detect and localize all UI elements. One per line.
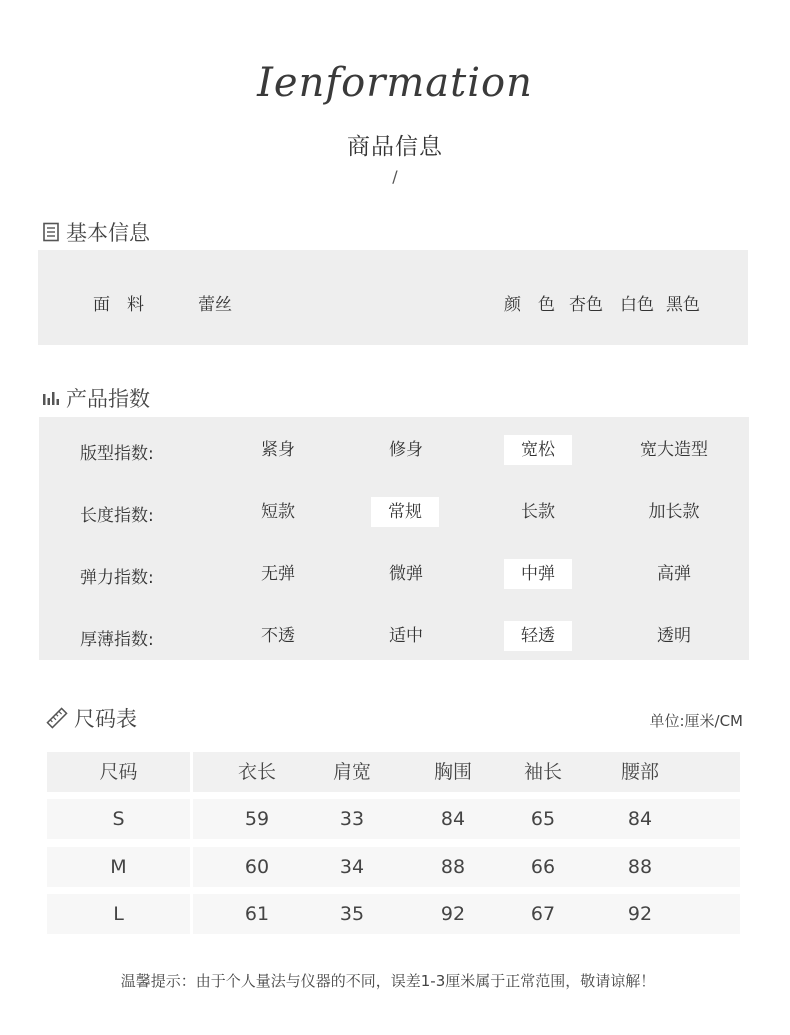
index-option: 短款 (261, 502, 295, 522)
index-row-elasticity (39, 559, 749, 589)
column-header: 胸围 (433, 761, 472, 783)
basic-info-panel (38, 250, 748, 345)
column-header: 衣长 (237, 761, 276, 783)
table-cell-bg (47, 752, 190, 792)
table-cell: S (112, 808, 125, 830)
table-cell: L (113, 903, 124, 925)
table-row (47, 847, 740, 887)
column-header: 袖长 (523, 761, 562, 783)
fabric-value: 蕾丝 (198, 295, 232, 315)
index-row-length (39, 497, 749, 527)
index-option: 加长款 (648, 502, 700, 522)
table-cell: 67 (530, 903, 556, 925)
table-cell: 92 (440, 903, 466, 925)
index-option-selected: 轻透 (504, 621, 572, 651)
table-cell-bg (47, 894, 190, 934)
table-cell: 60 (244, 856, 270, 878)
column-header: 腰部 (620, 761, 659, 783)
table-row (47, 799, 740, 839)
document-icon (42, 222, 60, 242)
title-divider: / (392, 167, 398, 186)
basic-info-heading (42, 217, 150, 247)
table-cell: 84 (440, 808, 466, 830)
product-index-panel (39, 417, 749, 660)
page-title: 商品信息 (347, 134, 443, 160)
index-option: 紧身 (261, 440, 295, 460)
product-index-heading-text: 产品指数 (66, 387, 150, 411)
basic-info-heading-text: 基本信息 (66, 221, 150, 245)
color-value-black: 黑色 (666, 295, 700, 315)
size-chart-heading-text: 尺码表 (74, 707, 137, 731)
size-chart-heading (46, 703, 137, 733)
table-cell-bg (47, 847, 190, 887)
table-cell: 66 (530, 856, 556, 878)
script-title: Ienformation (257, 60, 533, 106)
index-option: 无弹 (261, 564, 295, 584)
index-option: 长款 (521, 502, 555, 522)
index-option-selected: 宽松 (504, 435, 572, 465)
color-value-apricot: 杏色 (569, 295, 603, 315)
bar-chart-icon (42, 390, 60, 406)
index-option: 修身 (389, 440, 423, 460)
table-cell: 84 (627, 808, 653, 830)
table-header-row (47, 752, 740, 792)
index-label: 厚薄指数: (80, 630, 154, 650)
ruler-icon (46, 707, 68, 729)
color-label: 颜 色 (504, 295, 555, 315)
column-header: 肩宽 (332, 761, 371, 783)
table-cell: 59 (244, 808, 270, 830)
table-cell: 88 (440, 856, 466, 878)
table-cell-bg (47, 799, 190, 839)
column-header: 尺码 (99, 761, 138, 783)
index-option: 不透 (261, 626, 295, 646)
table-row (47, 894, 740, 934)
table-cell: 88 (627, 856, 653, 878)
table-cell: 33 (339, 808, 365, 830)
table-cell-bg (193, 847, 740, 887)
index-label: 弹力指数: (80, 568, 154, 588)
table-cell: 61 (244, 903, 270, 925)
table-cell: 92 (627, 903, 653, 925)
table-cell: 34 (339, 856, 365, 878)
color-value-white: 白色 (620, 295, 654, 315)
index-option: 高弹 (657, 564, 691, 584)
table-cell-bg (193, 799, 740, 839)
index-option-selected: 常规 (371, 497, 439, 527)
table-cell: 35 (339, 903, 365, 925)
index-option-selected: 中弹 (504, 559, 572, 589)
table-cell-bg (193, 894, 740, 934)
product-index-heading (42, 383, 150, 413)
index-option: 微弹 (389, 564, 423, 584)
index-option: 透明 (657, 626, 691, 646)
fabric-label: 面 料 (93, 295, 144, 315)
index-option: 宽大造型 (640, 440, 708, 460)
unit-label: 单位:厘米/CM (649, 712, 743, 730)
index-row-fit (39, 435, 749, 465)
footer-tip: 温馨提示：由于个人量法与仪器的不同，误差1-3厘米属于正常范围，敬请谅解！ (120, 972, 656, 990)
table-cell-bg (193, 752, 740, 792)
table-cell: 65 (530, 808, 556, 830)
table-cell: M (110, 856, 127, 878)
index-label: 版型指数: (80, 444, 154, 464)
index-label: 长度指数: (80, 506, 154, 526)
index-row-thickness (39, 621, 749, 651)
index-option: 适中 (389, 626, 423, 646)
